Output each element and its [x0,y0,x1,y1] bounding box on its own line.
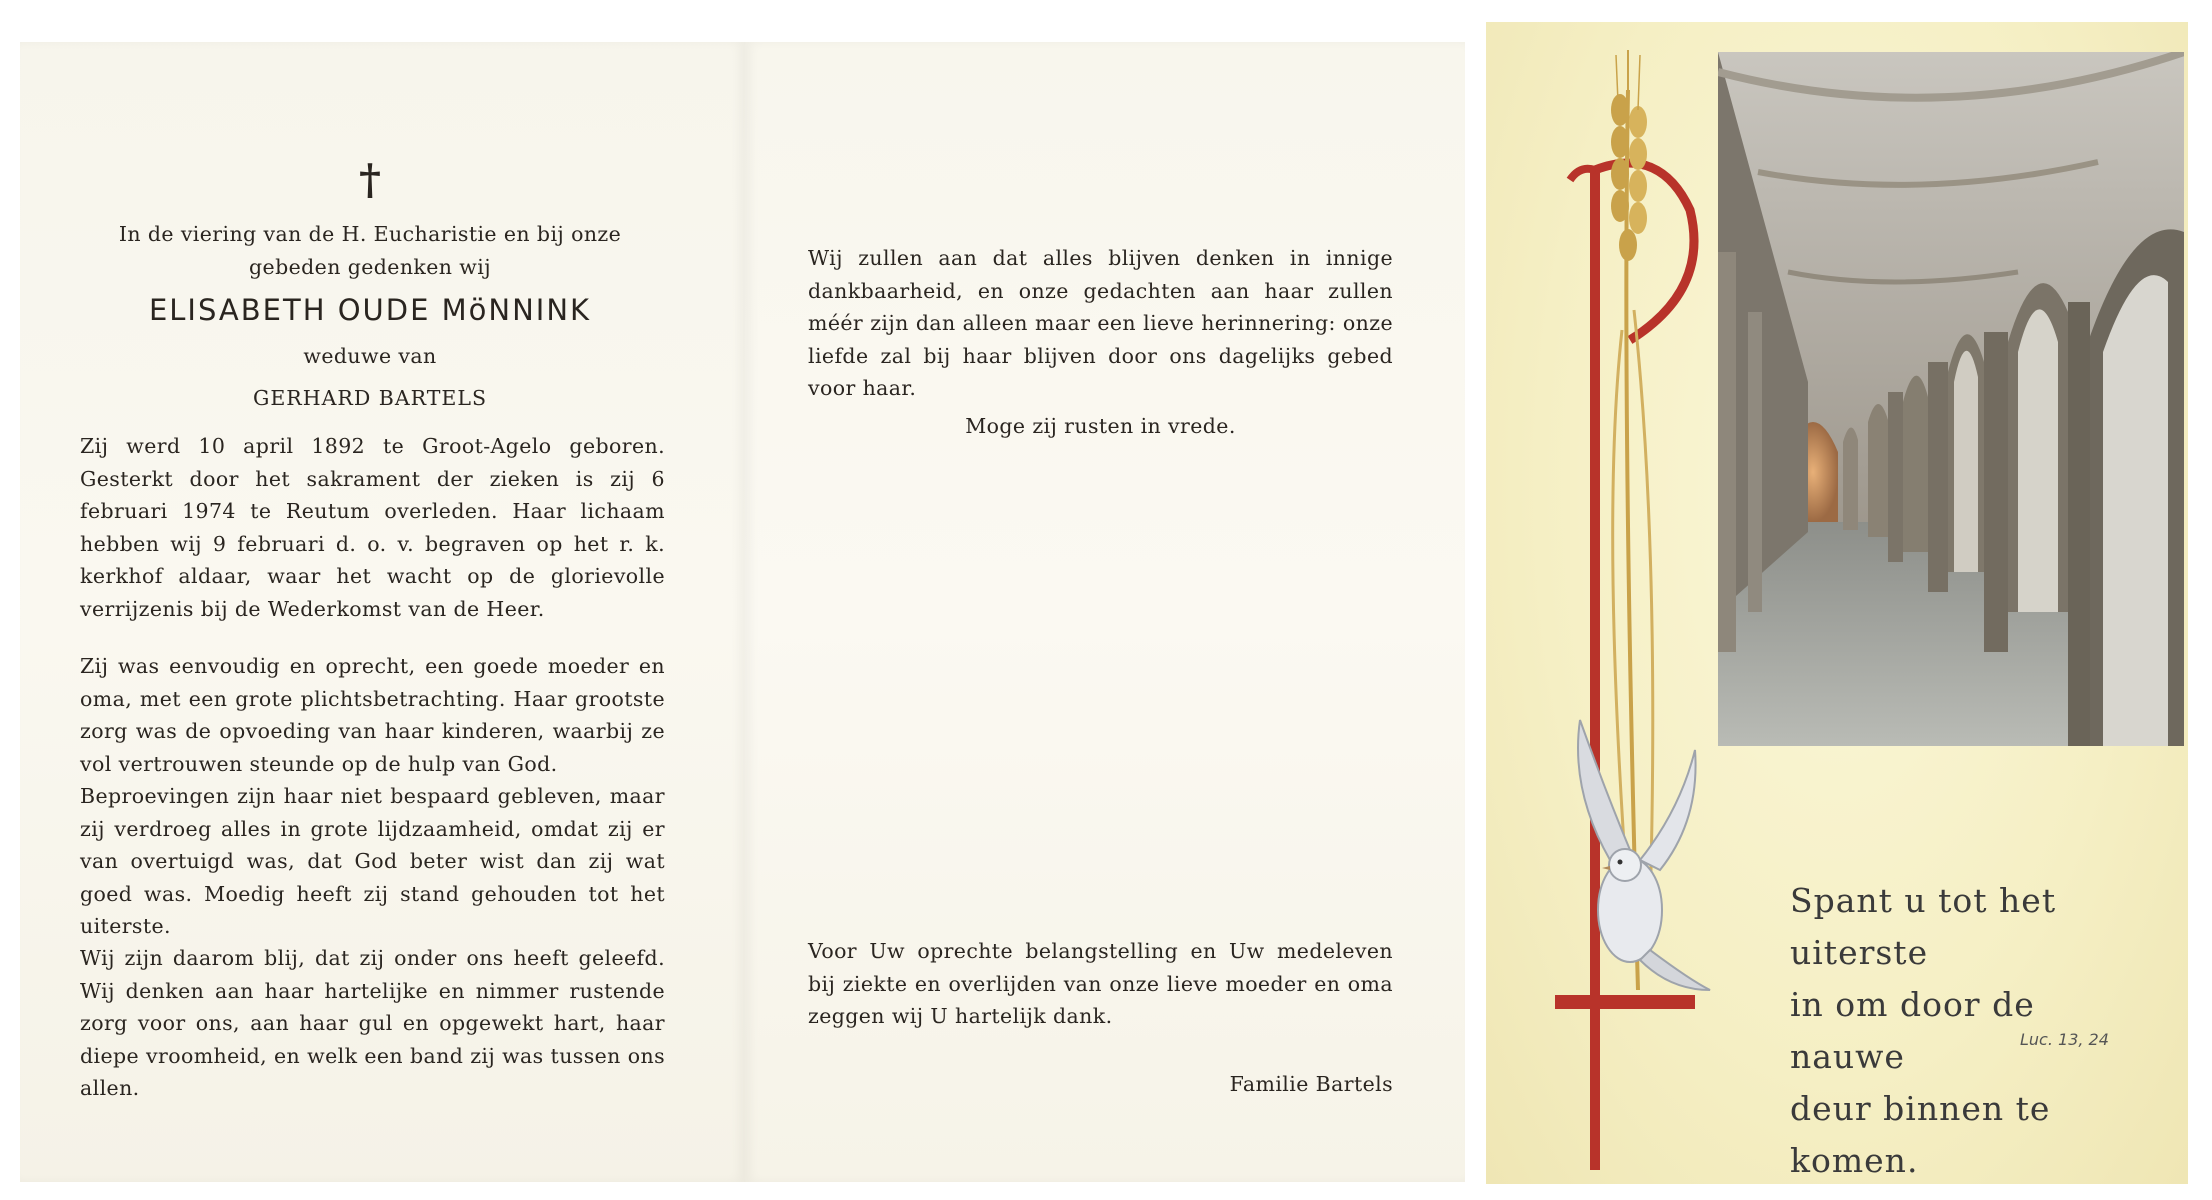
biography-paragraph: Zij werd 10 april 1892 te Groot-Agelo geboren. Gesterkt door het sakrament der zieken is zij 6 februari 1974 te Reutum overleden. Haar lichaam hebben wij 9 februari d. o. v. begraven op het r. k. kerkhof aldaar, waar het wacht op de glorievolle verrijzenis bij de Wederkomst van de Heer. [80,434,665,621]
cloister-photograph [1718,52,2184,746]
thanks-paragraph: Voor Uw oprechte belangstelling en Uw medeleven bij ziekte en overlijden van onze lieve moeder en oma zeggen wij U hartelijk dank. [808,939,1393,1028]
family-signature: Familie Bartels [1229,1072,1393,1096]
crossbar-icon [1555,995,1695,1009]
cross-symbol: † [359,155,381,204]
widow-of-text: weduwe van [303,344,437,368]
gratitude-paragraph: Wij zullen aan dat alles blijven denken in innige dankbaarheid, en onze gedachten aan haar zullen méér zijn dan alleen maar een lieve herinnering: onze liefde zal bij haar blijven door ons dagelijks gebed voor haar. [808,246,1393,400]
trials-paragraph: Beproevingen zijn haar niet bespaard gebleven, maar zij verdroeg alles in grote lijdzaamheid, omdat zij er van overtuigd was, dat God beter wist dan zij wat goed was. Moedig heeft zij stand gehouden tot het uiterste. [80,784,665,938]
quote-line-3: deur binnen te komen. [1790,1089,2051,1180]
remembrance-paragraph: Wij zijn daarom blij, dat zij onder ons heeft geleefd. Wij denken aan haar hartelijke en nimmer rustende zorg voor ons, aan haar gul en opgewekt hart, haar diepe vroomheid, en welk een band zij was tussen ons allen. [80,946,665,1100]
quote-line-2: in om door de nauwe [1790,985,2035,1076]
quote-line-1: Spant u tot het uiterste [1790,881,2057,972]
spouse-name: GERHARD BARTELS [252,386,488,410]
staff-icon [1590,170,1600,1170]
scripture-reference: Luc. 13, 24 [2020,1030,2109,1049]
deceased-name: ELISABETH OUDE MöNNINK [148,293,592,327]
character-paragraph: Zij was eenvoudig en oprecht, een goede moeder en oma, met een grote plichtsbetrachting. Haar grootste zorg was de opvoeding van haar kinderen, waarbij ze vol vertrouwen steunde op de hulp van God. [80,654,665,776]
rest-in-peace-text: Moge zij rusten in vrede. [965,414,1236,438]
intro-text: In de viering van de H. Eucharistie en bij onze gebeden gedenken wij [118,222,622,279]
